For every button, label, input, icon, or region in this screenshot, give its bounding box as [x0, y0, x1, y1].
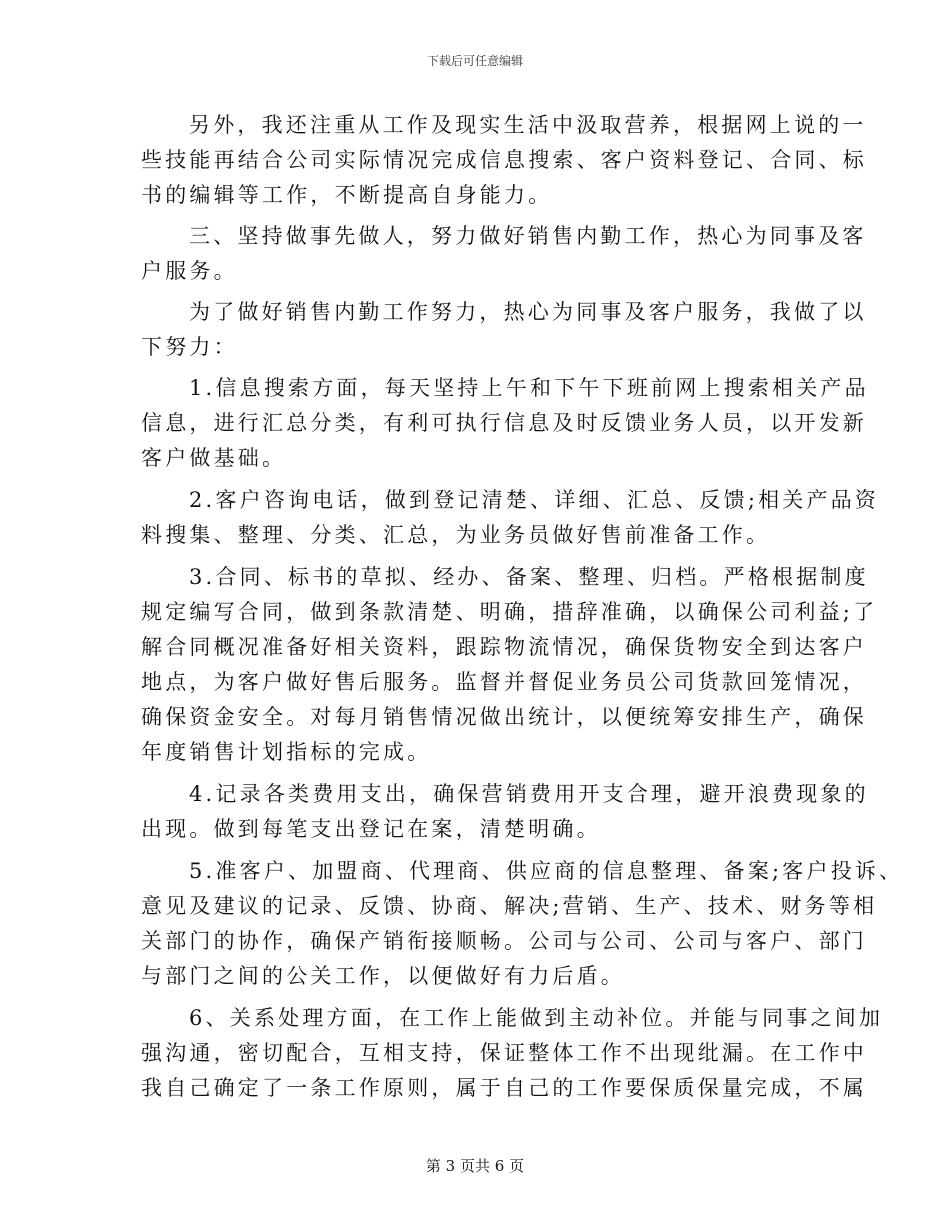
text-line: 地点，为客户做好售后服务。监督并督促业务员公司货款回笼情况，	[141, 670, 867, 694]
page-footer: 第 3 页共 6 页	[425, 1157, 525, 1175]
text-line: 三、坚持做事先做人，努力做好销售内勤工作，热心为同事及客	[189, 224, 867, 248]
text-line: 另外，我还注重从工作及现实生活中汲取营养，根据网上说的一	[189, 113, 867, 137]
text-line: 关部门的协作，确保产销衔接顺畅。公司与公司、公司与客户、部门	[141, 929, 867, 953]
page-header: 下载后可任意编辑	[426, 54, 523, 68]
text-line: 规定编写合同，做到条款清楚、明确，措辞准确，以确保公司利益;了	[141, 600, 878, 624]
text-line: 3.合同、标书的草拟、经办、备案、整理、归档。严格根据制度	[189, 565, 869, 589]
text-line: 料搜集、整理、分类、汇总，为业务员做好售前准备工作。	[141, 523, 771, 547]
text-line: 2.客户咨询电话，做到登记清楚、详细、汇总、反馈;相关产品资	[189, 488, 880, 512]
text-line: 1.信息搜索方面，每天坚持上午和下午下班前网上搜索相关产品	[189, 376, 869, 400]
text-line: 书的编辑等工作，不断提高自身能力。	[141, 183, 553, 207]
text-line: 为了做好销售内勤工作努力，热心为同事及客户服务，我做了以	[189, 300, 867, 324]
text-line: 5.准客户、加盟商、代理商、供应商的信息整理、备案;客户投诉、	[189, 859, 904, 883]
text-line: 信息，进行汇总分类，有利可执行信息及时反馈业务人员，以开发新	[141, 411, 867, 435]
text-line: 客户做基础。	[141, 446, 287, 470]
text-line: 下努力：	[141, 335, 238, 359]
text-line: 4.记录各类费用支出，确保营销费用开支合理，避开浪费现象的	[189, 782, 869, 806]
text-line: 解合同概况准备好相关资料，跟踪物流情况，确保货物安全到达客户	[141, 635, 867, 659]
text-line: 确保资金安全。对每月销售情况做出统计，以便统筹安排生产，确保	[141, 705, 867, 729]
text-line: 我自己确定了一条工作原则，属于自己的工作要保质保量完成，不属	[141, 1076, 867, 1100]
text-line: 强沟通，密切配合，互相支持，保证整体工作不出现纰漏。在工作中	[141, 1041, 867, 1065]
text-line: 与部门之间的公关工作，以便做好有力后盾。	[141, 964, 625, 988]
text-line: 意见及建议的记录、反馈、协商、解决;营销、生产、技术、财务等相	[141, 894, 878, 918]
text-line: 些技能再结合公司实际情况完成信息搜索、客户资料登记、合同、标	[141, 148, 867, 172]
text-line: 出现。做到每笔支出登记在案，清楚明确。	[141, 817, 601, 841]
text-line: 户服务。	[141, 259, 238, 283]
text-line: 6、关系处理方面，在工作上能做到主动补位。并能与同事之间加	[189, 1006, 884, 1030]
text-line: 年度销售计划指标的完成。	[141, 740, 432, 764]
